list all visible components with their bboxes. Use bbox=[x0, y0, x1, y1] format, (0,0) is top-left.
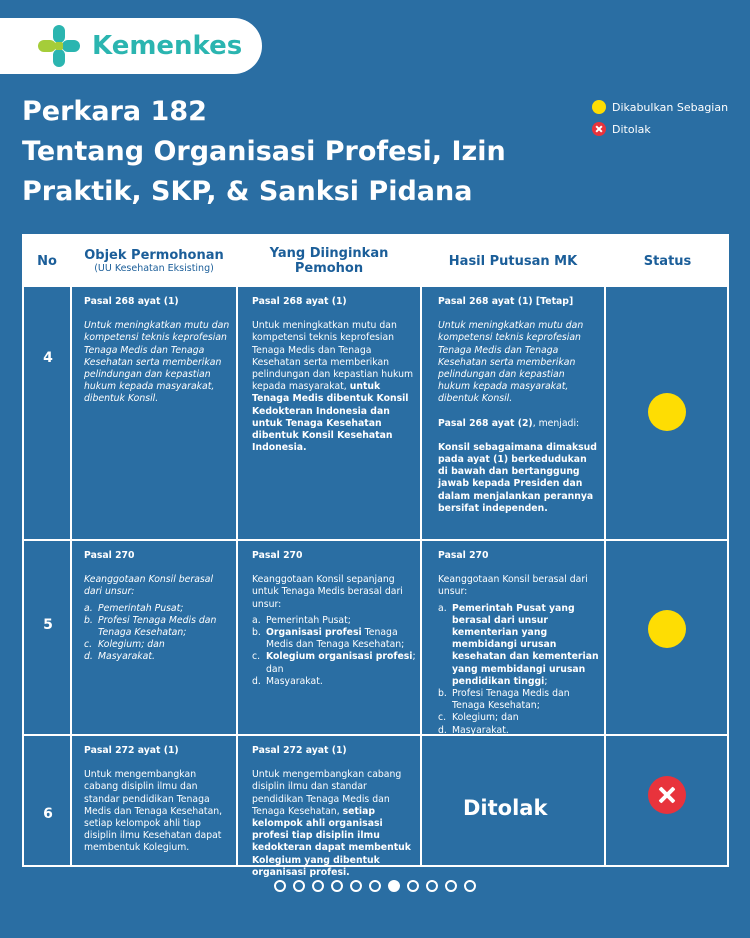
page-dot[interactable] bbox=[369, 880, 381, 892]
page-dot[interactable] bbox=[274, 880, 286, 892]
carousel-pagination bbox=[0, 880, 750, 892]
brand-name: Kemenkes bbox=[92, 31, 243, 61]
page-dot[interactable] bbox=[445, 880, 457, 892]
page-dot[interactable] bbox=[426, 880, 438, 892]
page-dot[interactable] bbox=[350, 880, 362, 892]
row-6-objek: Pasal 272 ayat (1) Untuk mengembangkan cabang disiplin ilmu dan standar pendidikan Tenaga Medis dan Tenaga Kesehatan, setiap kelompok ahli tiap disiplin ilmu Kesehatan dapat membentuk Kolegium. bbox=[84, 745, 223, 854]
legend-partial: Dikabulkan Sebagian bbox=[592, 96, 728, 118]
row-6-hasil-ditolak: Ditolak bbox=[463, 796, 548, 820]
row-number: 6 bbox=[43, 806, 53, 822]
status-rejected-icon bbox=[648, 776, 686, 814]
row-5-hasil: Pasal 270 Keanggotaan Konsil berasal dari unsur: a. Pemerintah Pusat yang berasal dari unsur kementerian yang membidangi urusan kesehatan dan kementerian yang membidangi urusan pendidikan tinggi; b. Profesi Tenaga Medis dan Tenaga Kesehatan; c. Kolegium; dan d. Masyarakat. bbox=[438, 550, 599, 736]
row-4-hasil: Pasal 268 ayat (1) [Tetap] Untuk meningkatkan mutu dan kompetensi teknis keprofesian Tenaga Medis dan Tenaga Kesehatan serta memberikan pelindungan dan kepastian hukum kepada masyarakat, dibentuk Konsil. Pasal 268 ayat (2), menjadi: Konsil sebagaimana dimaksud pada ayat (1) berkedudukan di bawah dan bertanggung jawab kepada Presiden dan dalam menjalankan perannya bersifat independen. bbox=[438, 296, 597, 514]
row-4-diinginkan: Pasal 268 ayat (1) Untuk meningkatkan mutu dan kompetensi teknis keprofesian Tenaga Medis dan Tenaga Kesehatan serta memberikan pelindungan dan kepastian hukum kepada masyarakat, untuk Tenaga Medis dibentuk Konsil Kedokteran Indonesia dan untuk Tenaga Kesehatan dibentuk Konsil Kesehatan Indonesia. bbox=[252, 296, 414, 454]
page-dot[interactable] bbox=[331, 880, 343, 892]
row-divider bbox=[24, 734, 727, 736]
row-4-objek: Pasal 268 ayat (1) Untuk meningkatkan mutu dan kompetensi teknis keprofesian Tenaga Medis dan Tenaga Kesehatan serta memberikan pelindungan dan kepastian hukum kepada masyarakat, dibentuk Konsil. bbox=[84, 296, 230, 405]
header-hasil: Hasil Putusan MK bbox=[448, 253, 578, 269]
column-divider bbox=[236, 236, 238, 865]
column-divider bbox=[420, 236, 422, 865]
header-status: Status bbox=[643, 253, 692, 269]
row-5-objek: Pasal 270 Keanggotaan Konsil berasal dari unsur: a. Pemerintah Pusat; b. Profesi Tenaga Medis dan Tenaga Kesehatan; c. Kolegium; dan d. Masyarakat. bbox=[84, 550, 217, 663]
column-divider bbox=[604, 236, 606, 865]
legend bbox=[592, 96, 728, 140]
row-number: 4 bbox=[43, 350, 53, 366]
row-5-diinginkan: Pasal 270 Keanggotaan Konsil sepanjang untuk Tenaga Medis berasal dari unsur: a. Pemerintah Pusat; b. Organisasi profesi Tenaga Medis dan Tenaga Kesehatan; c. Kolegium organisasi profesi; dan d. Masyarakat. bbox=[252, 550, 416, 687]
brand-logo bbox=[0, 18, 262, 74]
kemenkes-logo-icon bbox=[36, 23, 82, 69]
page-dot[interactable] bbox=[312, 880, 324, 892]
column-divider bbox=[70, 236, 72, 865]
page-dot[interactable] bbox=[293, 880, 305, 892]
header-objek: Objek Permohonan (UU Kesehatan Eksisting) bbox=[84, 248, 224, 274]
status-partial-icon bbox=[648, 393, 686, 431]
page-dot[interactable] bbox=[464, 880, 476, 892]
row-number: 5 bbox=[43, 617, 53, 633]
yellow-circle-icon bbox=[592, 100, 606, 114]
row-divider bbox=[24, 539, 727, 541]
header-no: No bbox=[37, 253, 57, 269]
red-x-icon bbox=[592, 122, 606, 136]
header-diinginkan: Yang Diinginkan Pemohon bbox=[269, 246, 389, 276]
row-6-diinginkan: Pasal 272 ayat (1) Untuk mengembangkan cabang disiplin ilmu dan standar pendidikan Tenaga Medis dan Tenaga Kesehatan, setiap kelompok ahli organisasi profesi tiap disiplin ilmu kedokteran dapat membentuk Kolegium yang dibentuk organisasi profesi. bbox=[252, 745, 411, 878]
ruling-table bbox=[22, 234, 729, 878]
page-dot-active[interactable] bbox=[388, 880, 400, 892]
status-partial-icon bbox=[648, 610, 686, 648]
legend-rejected: Ditolak bbox=[592, 118, 728, 140]
page-title: Perkara 182 Tentang Organisasi Profesi, Izin Praktik, SKP, & Sanksi Pidana bbox=[22, 96, 506, 207]
page-dot[interactable] bbox=[407, 880, 419, 892]
